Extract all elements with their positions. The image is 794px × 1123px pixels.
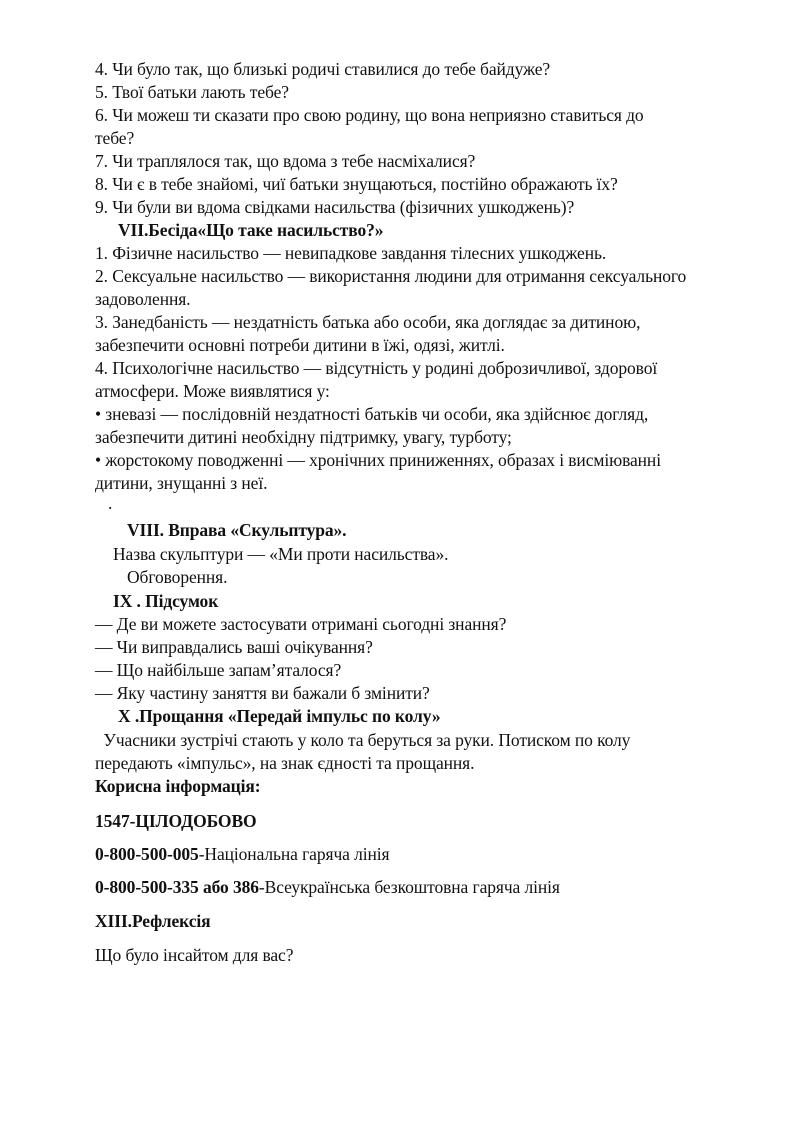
hotline-3-label: -Всеукраїнська безкоштовна гаряча лінія xyxy=(258,877,560,897)
reflection-question: Що було інсайтом для вас? xyxy=(95,945,294,965)
hotline-1: 1547-ЦІЛОДОБОВО xyxy=(95,811,257,831)
section-9-heading: ІХ . Підсумок xyxy=(113,591,219,611)
paragraph-line: атмосфери. Може виявлятися у: xyxy=(95,381,330,401)
section-13-heading: ХІІІ.Рефлексія xyxy=(95,911,211,931)
hotline-2-label: -Національна гаряча лінія xyxy=(198,844,390,864)
section-8-heading: VIII. Вправа «Скульптура». xyxy=(127,520,347,540)
question-item-continuation: тебе? xyxy=(95,128,135,148)
paragraph-line: Учасники зустрічі стають у коло та беруться за руки. Потиском по колу xyxy=(95,730,631,750)
question-item: 6. Чи можеш ти сказати про свою родину, що вона неприязно ставиться до xyxy=(95,105,644,125)
hotline-2-number: 0-800-500-005 xyxy=(95,844,199,864)
paragraph-line: забезпечити дитині необхідну підтримку, увагу, турботу; xyxy=(95,427,512,447)
bullet-line: • жорстокому поводженні — хронічних приниженнях, образах і висміюванні xyxy=(95,450,661,470)
hotline-3-number: 0-800-500-335 або 386 xyxy=(95,877,259,897)
stray-dot: . xyxy=(108,493,113,513)
summary-question: — Чи виправдались ваші очікування? xyxy=(95,637,373,657)
sculpture-name-line: Назва скульптури — «Ми проти насильства». xyxy=(113,544,449,564)
question-item: 9. Чи були ви вдома свідками насильства (фізичних ушкоджень)? xyxy=(95,197,575,217)
hotline-3 xyxy=(95,876,560,899)
bullet-line: • зневазі — послідовній нездатності батьків чи особи, яка здійснює догляд, xyxy=(95,404,649,424)
summary-question: — Де ви можете застосувати отримані сьогодні знання? xyxy=(95,614,507,634)
paragraph-line: задоволення. xyxy=(95,289,191,309)
paragraph-line: забезпечити основні потреби дитини в їжі, одязі, житлі. xyxy=(95,335,505,355)
paragraph-line: 1. Фізичне насильство — невипадкове завдання тілесних ушкоджень. xyxy=(95,243,607,263)
useful-info-heading: Корисна інформація: xyxy=(95,776,261,796)
question-item: 5. Твої батьки лають тебе? xyxy=(95,82,289,102)
paragraph-line: дитини, знущанні з неї. xyxy=(95,473,268,493)
discussion-line: Обговорення. xyxy=(127,567,228,587)
paragraph-line: 3. Занедбаність — нездатність батька або особи, яка доглядає за дитиною, xyxy=(95,312,641,332)
summary-question: — Що найбільше запам’яталося? xyxy=(95,660,342,680)
summary-question: — Яку частину заняття ви бажали б змінити? xyxy=(95,683,430,703)
question-item: 4. Чи було так, що близькі родичі ставилися до тебе байдуже? xyxy=(95,59,551,79)
paragraph-line: передають «імпульс», на знак єдності та прощання. xyxy=(95,753,475,773)
section-7-heading: VII.Бесіда«Що таке насильство?» xyxy=(118,220,384,240)
paragraph-line: 4. Психологічне насильство — відсутність у родині доброзичливої, здорової xyxy=(95,358,658,378)
question-item: 7. Чи траплялося так, що вдома з тебе насміхалися? xyxy=(95,151,476,171)
question-item: 8. Чи є в тебе знайомі, чиї батьки знущаються, постійно ображають їх? xyxy=(95,174,618,194)
section-10-heading: Х .Прощання «Передай імпульс по колу» xyxy=(118,706,441,726)
hotline-2 xyxy=(95,843,389,866)
paragraph-line: 2. Сексуальне насильство — використання людини для отримання сексуального xyxy=(95,266,687,286)
